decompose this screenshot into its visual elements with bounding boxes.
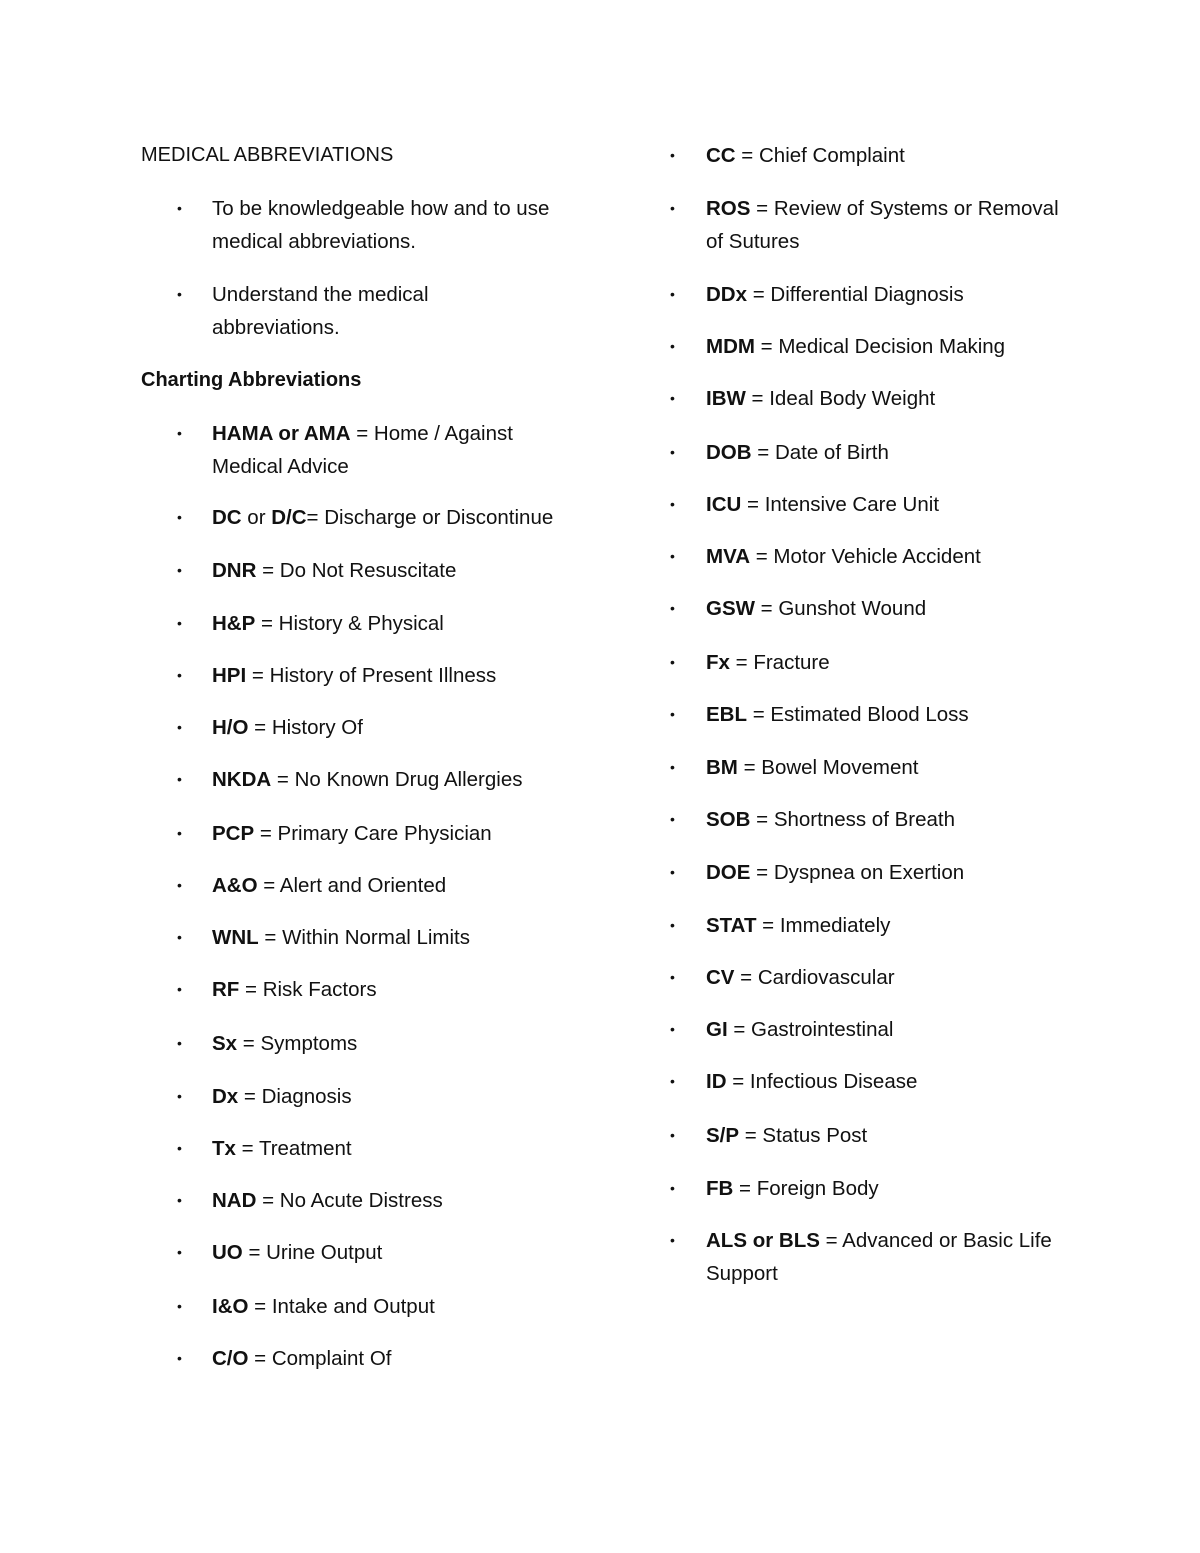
page-title: MEDICAL ABBREVIATIONS <box>141 144 394 166</box>
bullet-icon: • <box>670 759 675 775</box>
abbreviation-entry <box>706 646 1096 679</box>
bullet-icon: • <box>177 825 182 841</box>
abbreviation-entry <box>706 961 1096 994</box>
abbreviation-separator: = <box>256 559 280 582</box>
abbreviation-term: PCP <box>212 822 255 845</box>
bullet-icon: • <box>177 1140 182 1156</box>
bullet-icon: • <box>177 286 182 302</box>
bullet-icon: • <box>177 509 182 525</box>
abbreviation-entry <box>706 1172 1096 1205</box>
objective-text: Understand the medical abbreviations. <box>212 283 429 339</box>
bullet-icon: • <box>177 200 182 216</box>
bullet-icon: • <box>177 771 182 787</box>
abbreviation-definition: Medical Decision Making <box>778 335 1006 358</box>
abbreviation-entry <box>706 856 1096 889</box>
abbreviation-term: DOE <box>706 861 751 884</box>
abbreviation-entry <box>706 139 1096 172</box>
abbreviation-entry <box>212 1080 572 1113</box>
abbreviation-separator: = <box>750 197 774 220</box>
abbreviation-entry <box>212 659 572 692</box>
abbreviation-separator: = <box>750 545 774 568</box>
abbreviation-separator: = <box>750 808 774 831</box>
abbreviation-definition: Urine Output <box>266 1241 383 1264</box>
bullet-icon: • <box>177 877 182 893</box>
bullet-icon: • <box>670 548 675 564</box>
bullet-icon: • <box>670 1180 675 1196</box>
bullet-icon: • <box>670 147 675 163</box>
abbreviation-definition: No Known Drug Allergies <box>294 768 523 791</box>
bullet-icon: • <box>670 444 675 460</box>
abbreviation-term: ID <box>706 1070 727 1093</box>
abbreviation-entry <box>706 436 1096 469</box>
abbreviation-definition: Do Not Resuscitate <box>279 559 457 582</box>
abbreviation-term: SOB <box>706 808 751 831</box>
abbreviation-term: DC <box>212 506 242 529</box>
abbreviation-term: GI <box>706 1018 728 1041</box>
abbreviation-separator: = <box>271 768 295 791</box>
bullet-icon: • <box>177 719 182 735</box>
bullet-icon: • <box>177 1298 182 1314</box>
abbreviation-entry <box>212 1342 572 1375</box>
abbreviation-term: H&P <box>212 612 256 635</box>
abbreviation-separator: = <box>350 422 374 445</box>
abbreviation-separator: = <box>246 664 270 687</box>
abbreviation-separator: = <box>235 1137 259 1160</box>
abbreviation-definition: Cardiovascular <box>757 966 895 989</box>
abbreviation-term: STAT <box>706 914 757 937</box>
abbreviation-term: Fx <box>706 651 730 674</box>
abbreviation-definition: No Acute Distress <box>279 1189 443 1212</box>
bullet-icon: • <box>177 1350 182 1366</box>
abbreviation-entry <box>706 803 1096 836</box>
abbreviation-entry <box>706 698 1096 731</box>
bullet-icon: • <box>177 562 182 578</box>
abbreviation-definition: Within Normal Limits <box>282 926 471 949</box>
bullet-icon: • <box>670 286 675 302</box>
abbreviation-entry <box>212 763 572 796</box>
bullet-icon: • <box>670 200 675 216</box>
bullet-icon: • <box>670 811 675 827</box>
abbreviation-term: IBW <box>706 387 746 410</box>
abbreviation-definition: Discharge or Discontinue <box>324 506 554 529</box>
abbreviation-term: DNR <box>212 559 257 582</box>
abbreviation-entry <box>706 751 1096 784</box>
abbreviation-definition: Differential Diagnosis <box>770 283 964 306</box>
abbreviation-separator: = <box>741 493 765 516</box>
abbreviation-connector: or <box>241 506 272 529</box>
abbreviation-separator: = <box>248 1295 272 1318</box>
abbreviation-separator: = <box>754 597 779 620</box>
abbreviation-term: FB <box>706 1177 734 1200</box>
abbreviation-definition: Infectious Disease <box>749 1070 918 1093</box>
abbreviation-entry <box>212 417 542 483</box>
abbreviation-separator: = <box>733 1177 757 1200</box>
abbreviation-term: CV <box>706 966 735 989</box>
abbreviation-term: I&O <box>212 1295 249 1318</box>
abbreviation-term: NKDA <box>212 768 272 791</box>
abbreviation-entry <box>212 1290 572 1323</box>
abbreviation-separator: = <box>726 1070 750 1093</box>
abbreviation-separator: = <box>238 1085 262 1108</box>
abbreviation-definition: Chief Complaint <box>758 144 905 167</box>
abbreviation-definition: Risk Factors <box>262 978 377 1001</box>
abbreviation-entry <box>212 1184 572 1217</box>
abbreviation-term: ROS <box>706 197 751 220</box>
abbreviation-term: MVA <box>706 545 751 568</box>
abbreviation-term: MDM <box>706 335 755 358</box>
abbreviation-entry <box>706 330 1096 363</box>
abbreviation-definition: Primary Care Physician <box>277 822 492 845</box>
abbreviation-definition: Motor Vehicle Accident <box>773 545 981 568</box>
bullet-icon: • <box>177 981 182 997</box>
bullet-icon: • <box>177 425 182 441</box>
abbreviation-definition: Estimated Blood Loss <box>770 703 969 726</box>
abbreviation-term: ALS or BLS <box>706 1229 820 1252</box>
abbreviation-entry <box>706 1013 1096 1046</box>
abbreviation-separator: = <box>727 1018 752 1041</box>
abbreviation-separator: = <box>248 1347 272 1370</box>
bullet-icon: • <box>670 706 675 722</box>
abbreviation-term: EBL <box>706 703 747 726</box>
bullet-icon: • <box>177 615 182 631</box>
bullet-icon: • <box>670 654 675 670</box>
bullet-icon: • <box>177 667 182 683</box>
abbreviation-separator: = <box>306 506 325 529</box>
abbreviation-definition: Complaint Of <box>271 1347 392 1370</box>
abbreviation-term: D/C <box>271 506 307 529</box>
abbreviation-definition: History of Present Illness <box>269 664 497 687</box>
abbreviation-separator: = <box>747 283 771 306</box>
abbreviation-definition: History & Physical <box>278 612 444 635</box>
abbreviation-term: CC <box>706 144 736 167</box>
abbreviation-separator: = <box>745 387 770 410</box>
bullet-icon: • <box>177 1192 182 1208</box>
abbreviation-definition: Home / Against Medical Advice <box>212 422 513 478</box>
abbreviation-separator: = <box>729 651 754 674</box>
abbreviation-separator: = <box>734 966 758 989</box>
abbreviation-definition: History Of <box>271 716 363 739</box>
bullet-icon: • <box>177 1244 182 1260</box>
abbreviation-separator: = <box>735 144 759 167</box>
abbreviation-term: Dx <box>212 1085 239 1108</box>
abbreviation-separator: = <box>255 612 279 635</box>
abbreviation-entry <box>212 869 572 902</box>
abbreviation-separator: = <box>750 861 774 884</box>
abbreviation-term: ICU <box>706 493 742 516</box>
objective-text: To be knowledgeable how and to use medical abbreviations. <box>212 197 550 253</box>
bullet-icon: • <box>177 929 182 945</box>
abbreviation-entry <box>706 540 1096 573</box>
abbreviation-definition: Gunshot Wound <box>778 597 927 620</box>
abbreviation-definition: Alert and Oriented <box>279 874 447 897</box>
abbreviation-separator: = <box>248 716 272 739</box>
abbreviation-term: GSW <box>706 597 755 620</box>
abbreviation-definition: Ideal Body Weight <box>769 387 936 410</box>
abbreviation-entry <box>706 909 1096 942</box>
bullet-icon: • <box>670 338 675 354</box>
abbreviation-entry <box>706 592 1096 625</box>
abbreviation-separator: = <box>258 926 283 949</box>
abbreviation-entry <box>706 192 1071 258</box>
abbreviation-definition: Date of Birth <box>774 441 889 464</box>
abbreviation-entry <box>212 607 572 640</box>
abbreviation-term: UO <box>212 1241 243 1264</box>
abbreviation-term: Sx <box>212 1032 238 1055</box>
abbreviation-separator: = <box>819 1229 843 1252</box>
abbreviation-entry <box>212 501 572 534</box>
abbreviation-definition: Fracture <box>753 651 830 674</box>
abbreviation-separator: = <box>254 822 278 845</box>
bullet-icon: • <box>670 1127 675 1143</box>
abbreviation-separator: = <box>747 703 771 726</box>
abbreviation-term: NAD <box>212 1189 257 1212</box>
abbreviation-entry <box>212 1236 572 1269</box>
abbreviation-entry <box>212 973 572 1006</box>
abbreviation-term: HPI <box>212 664 247 687</box>
abbreviation-definition: Gastrointestinal <box>751 1018 894 1041</box>
abbreviation-term: DOB <box>706 441 752 464</box>
abbreviation-entry <box>212 921 572 954</box>
abbreviation-term: HAMA or AMA <box>212 422 351 445</box>
abbreviation-separator: = <box>756 914 780 937</box>
abbreviation-term: DDx <box>706 283 748 306</box>
abbreviation-term: Tx <box>212 1137 236 1160</box>
abbreviation-entry <box>212 1027 572 1060</box>
bullet-icon: • <box>670 496 675 512</box>
abbreviation-separator: = <box>754 335 779 358</box>
abbreviation-definition: Symptoms <box>260 1032 358 1055</box>
abbreviation-term: C/O <box>212 1347 249 1370</box>
bullet-icon: • <box>177 1088 182 1104</box>
abbreviation-entry <box>212 711 572 744</box>
abbreviation-term: S/P <box>706 1124 740 1147</box>
abbreviation-separator: = <box>737 756 762 779</box>
abbreviation-term: WNL <box>212 926 259 949</box>
bullet-icon: • <box>670 917 675 933</box>
abbreviation-entry <box>212 817 572 850</box>
bullet-icon: • <box>670 864 675 880</box>
abbreviation-separator: = <box>256 1189 280 1212</box>
abbreviation-definition: Immediately <box>779 914 891 937</box>
section-heading: Charting Abbreviations <box>141 369 362 391</box>
bullet-icon: • <box>670 1073 675 1089</box>
abbreviation-definition: Dyspnea on Exertion <box>773 861 965 884</box>
bullet-icon: • <box>670 600 675 616</box>
abbreviation-entry <box>212 1132 572 1165</box>
abbreviation-entry <box>706 1119 1096 1152</box>
abbreviation-entry <box>706 278 1096 311</box>
abbreviation-term: BM <box>706 756 738 779</box>
abbreviation-definition: Review of Systems or Removal of Sutures <box>706 197 1059 253</box>
abbreviation-definition: Diagnosis <box>261 1085 352 1108</box>
bullet-icon: • <box>670 969 675 985</box>
abbreviation-separator: = <box>257 874 280 897</box>
abbreviation-definition: Shortness of Breath <box>773 808 955 831</box>
abbreviation-definition: Intake and Output <box>271 1295 435 1318</box>
abbreviation-term: H/O <box>212 716 249 739</box>
abbreviation-term: A&O <box>212 874 258 897</box>
abbreviation-entry <box>706 1224 1056 1290</box>
abbreviation-separator: = <box>751 441 775 464</box>
abbreviation-entry <box>212 554 572 587</box>
abbreviation-term: RF <box>212 978 240 1001</box>
abbreviation-definition: Bowel Movement <box>761 756 919 779</box>
bullet-icon: • <box>670 1021 675 1037</box>
abbreviation-definition: Treatment <box>258 1137 352 1160</box>
abbreviation-separator: = <box>237 1032 261 1055</box>
abbreviation-definition: Foreign Body <box>756 1177 879 1200</box>
abbreviation-definition: Intensive Care Unit <box>764 493 940 516</box>
abbreviation-separator: = <box>739 1124 763 1147</box>
abbreviation-separator: = <box>239 978 263 1001</box>
bullet-icon: • <box>177 1035 182 1051</box>
abbreviation-entry <box>706 382 1096 415</box>
abbreviation-separator: = <box>242 1241 267 1264</box>
abbreviation-definition: Status Post <box>762 1124 868 1147</box>
bullet-icon: • <box>670 390 675 406</box>
bullet-icon: • <box>670 1232 675 1248</box>
abbreviation-entry <box>706 488 1096 521</box>
abbreviation-entry <box>706 1065 1096 1098</box>
abbreviation-definition: Advanced or Basic Life Support <box>706 1229 1052 1285</box>
